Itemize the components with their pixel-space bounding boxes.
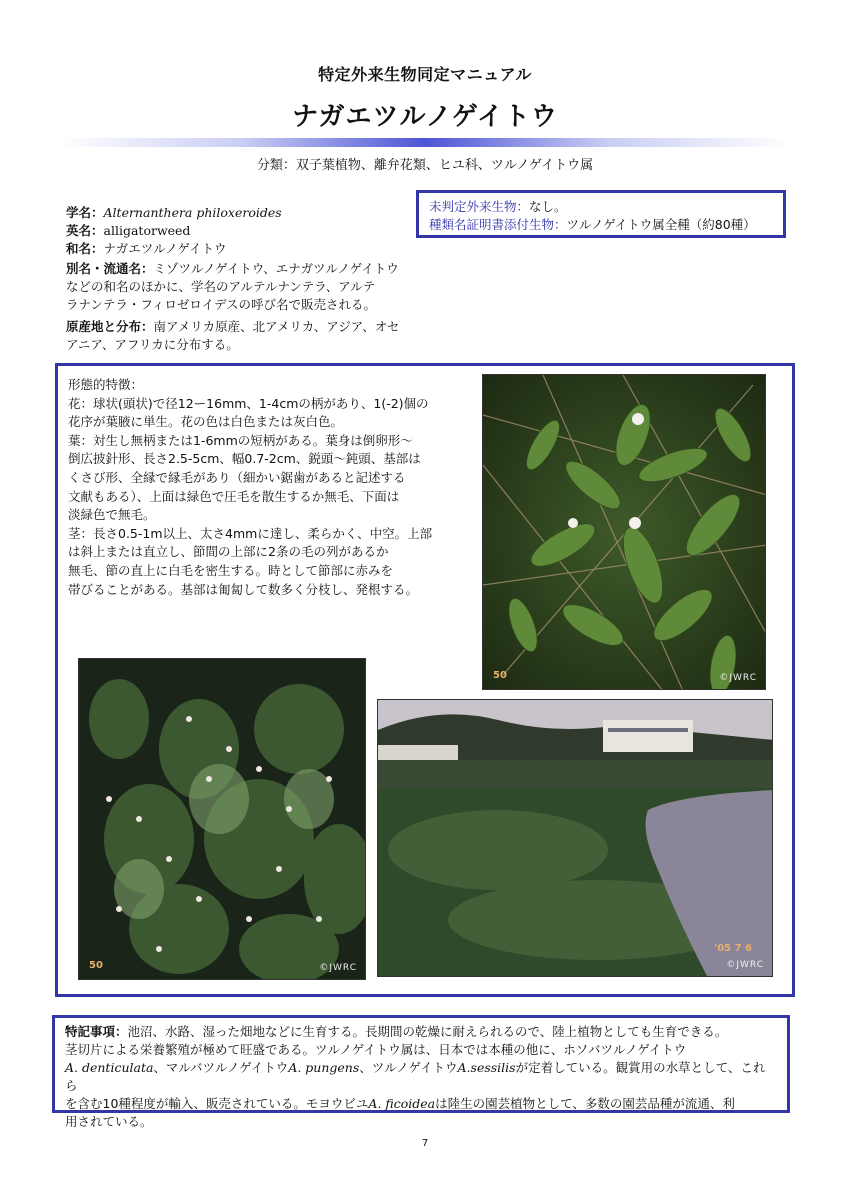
notes-text: が定着している。観賞用の水草として、これら xyxy=(65,1060,766,1093)
alias-line-2: などの和名のほかに、学名のアルテルナンテラ、アルテ xyxy=(66,279,376,294)
notes-text: 、ツルノゲイトウ xyxy=(359,1060,458,1075)
river-habitat-photo-image xyxy=(378,700,773,977)
alias-block xyxy=(66,260,411,314)
english-name: alligatorweed xyxy=(103,223,191,238)
english-name-label: 英名： xyxy=(66,223,104,238)
origin-line-2: アニア、アフリカに分布する。 xyxy=(66,337,239,352)
alias-line-3: ラナンテラ・フィロゼロイデスの呼び名で販売される。 xyxy=(66,297,377,312)
title-gradient-bar xyxy=(60,138,790,147)
japanese-name: ナガエツルノゲイトウ xyxy=(103,241,227,256)
unjudged-label: 未判定外来生物： xyxy=(429,199,530,214)
closeup-photo-image xyxy=(483,375,766,690)
photo-date-stamp: '05 7 6 xyxy=(714,943,752,954)
morphology-line: 花序が葉腋に単生。花の色は白色または灰白色。 xyxy=(68,414,344,430)
dense-stand-photo-image xyxy=(79,659,366,980)
special-notes-box xyxy=(52,1015,790,1129)
photo-date-stamp: 50 xyxy=(493,670,507,681)
notes-line-2: 茎切片による栄養繁殖が極めて旺盛である。ツルノゲイトウ属は、日本では本種の他に、ホソバツルノゲイトウ xyxy=(65,1042,687,1057)
notes-label: 特記事項： xyxy=(65,1024,128,1039)
origin-label: 原産地と分布： xyxy=(66,319,154,334)
photo-credit: ©JWRC xyxy=(719,673,757,683)
notes-text: は陸生の園芸植物として、多数の園芸品種が流通、利 xyxy=(435,1096,735,1111)
notes-text: 、マルバツルノゲイトウ xyxy=(153,1060,289,1075)
scientific-name: Alternanthera philoxeroides xyxy=(103,205,282,220)
certificate-label: 種類名証明書添付生物： xyxy=(429,217,567,232)
morphology-heading: 形態的特徴： xyxy=(68,377,144,392)
english-name-row xyxy=(66,222,411,240)
classification: 分類：双子葉植物、離弁花類、ヒユ科、ツルノゲイトウ属 xyxy=(256,158,594,173)
notes-line-3 xyxy=(65,1059,777,1095)
alias-line-1: ミゾツルノゲイトウ、エナガツルノゲイトウ xyxy=(153,261,399,276)
page-number: 7 xyxy=(421,1138,429,1149)
scientific-name-label: 学名： xyxy=(66,205,104,220)
photo-credit: ©JWRC xyxy=(726,960,764,970)
photo-dense-stand xyxy=(78,658,366,980)
morphology-line: 帯びることがある。基部は匍匐して数多く分枝し、発根する。 xyxy=(68,581,419,597)
morphology-line: 茎：長さ0.5-1m以上、太さ4mmに達し、柔らかく、中空。上部 xyxy=(68,525,433,541)
notes-line-4 xyxy=(65,1095,777,1113)
origin-line-1: 南アメリカ原産、北アメリカ、アジア、オセ xyxy=(153,319,400,334)
unjudged-value: なし。 xyxy=(529,199,567,214)
morphology-text xyxy=(68,376,438,599)
certificate-value: ツルノゲイトウ属全種（約80種） xyxy=(566,217,756,232)
morphology-line: 文献もある）、上面は緑色で圧毛を散生するか無毛、下面は xyxy=(68,488,400,504)
morphology-line: 倒広披針形、長さ2.5-5cm、幅0.7-2cm、鋭頭～鈍頭、基部は xyxy=(68,451,421,467)
notes-line-1: 池沼、水路、湿った畑地などに生育する。長期間の乾燥に耐えられるので、陸上植物としても生育できる。 xyxy=(127,1024,728,1039)
species-pungens: A. pungens xyxy=(288,1060,360,1075)
photo-closeup xyxy=(482,374,766,690)
regulation-notice-box xyxy=(416,190,786,238)
morphology-line: は斜上または直立し、節間の上部に2条の毛の列があるか xyxy=(68,544,389,560)
notes-line-5: 用されている。 xyxy=(65,1114,153,1129)
species-denticulata: A. denticulata xyxy=(65,1060,154,1075)
photo-credit: ©JWRC xyxy=(319,963,357,973)
origin-block xyxy=(66,318,411,354)
page-title: ナガエツルノゲイトウ xyxy=(292,102,558,132)
morphology-line: 無毛、節の直上に白毛を密生する。時として節部に赤みを xyxy=(68,562,394,578)
species-ficoidea: A. ficoidea xyxy=(368,1096,436,1111)
japanese-name-label: 和名： xyxy=(66,241,104,256)
photo-date-stamp: 50 xyxy=(89,960,103,971)
morphology-line: 淡緑色で無毛。 xyxy=(68,507,156,523)
morphology-line: くさび形、全縁で縁毛があり（細かい鋸歯があると記述する xyxy=(68,469,406,485)
japanese-name-row xyxy=(66,240,411,258)
alias-label: 別名・流通名： xyxy=(66,261,154,276)
manual-subtitle: 特定外来生物同定マニュアル xyxy=(318,65,532,84)
scientific-name-row xyxy=(66,204,411,222)
morphology-line: 花：球状(頭状)で径12ー16mm、1-4cmの柄があり、1(-2)個の xyxy=(68,395,429,411)
species-sessilis: A.sessilis xyxy=(457,1060,516,1075)
photo-river-habitat xyxy=(377,699,773,977)
morphology-line: 葉：対生し無柄または1-6mmの短柄がある。葉身は倒卵形～ xyxy=(68,432,413,448)
notes-text: を含む10種程度が輸入、販売されている。モヨウビユ xyxy=(65,1096,369,1111)
